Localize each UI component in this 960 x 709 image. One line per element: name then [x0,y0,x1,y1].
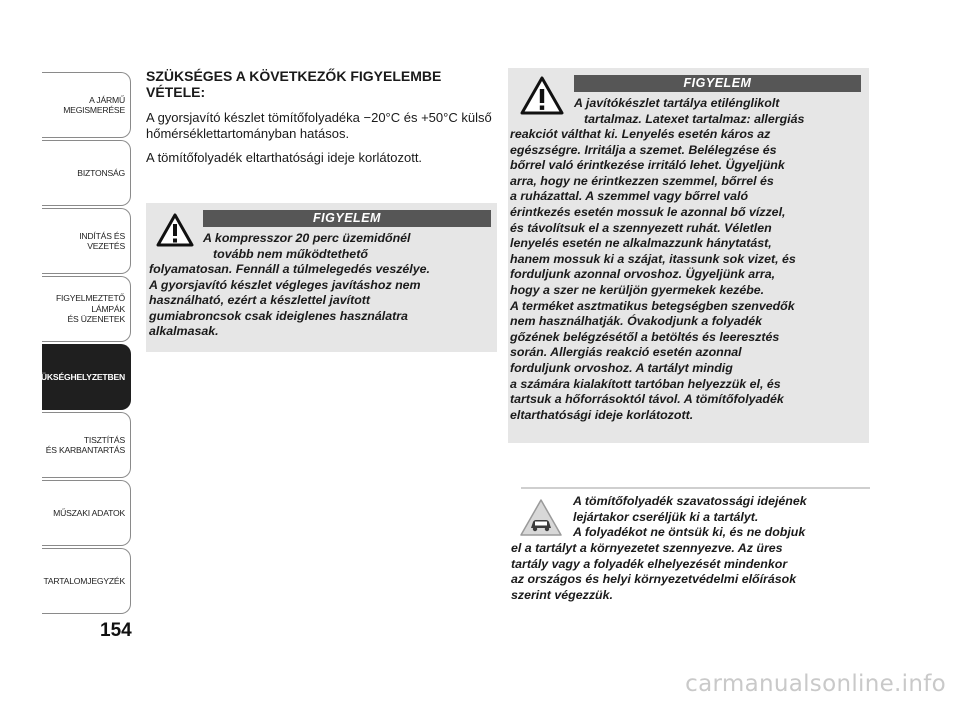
note-text-intro: A tömítőfolyadék szavatossági idejének lejártakor cseréljük ki a tartályt. A folyadékot ne öntsük ki, és ne dobjuk [573,494,807,540]
warning-triangle-icon [156,213,194,247]
page-number: 154 [100,620,132,641]
car-environment-icon [519,498,563,538]
warning-triangle-icon [520,76,564,116]
paragraph-shelf-life: A tömítőfolyadék eltarthatósági ideje korlátozott. [146,150,423,165]
tab-safety[interactable]: BIZTONSÁG [42,140,131,206]
note-divider [521,487,870,489]
watermark-url: carmanualsonline.info [685,671,946,697]
warning-text-intro: A javítókészlet tartálya etilénglikolt tartalmaz. Latexet tartalmaz: allergiás [574,96,805,126]
tab-index[interactable]: TARTALOMJEGYZÉK [42,548,131,614]
section-heading: SZÜKSÉGES A KÖVETKEZŐK FIGYELEMBE VÉTELE: [146,68,442,100]
warning-title: FIGYELEM [203,210,491,227]
warning-title: FIGYELEM [574,75,861,92]
tab-vehicle-overview[interactable]: A JÁRMŰ MEGISMERÉSE [42,72,131,138]
tab-maintenance[interactable]: TISZTÍTÁS ÉS KARBANTARTÁS [42,412,131,478]
tab-emergency[interactable]: SZÜKSÉGHELYZETBEN [42,344,131,410]
note-text-body: el a tartályt a környezetet szennyezve. Az üres tartály vagy a folyadék elhelyezését mindenkor az országos és helyi környezetvédelmi előírások szerint végezzük. [511,541,797,602]
warning-text-body: folyamatosan. Fennáll a túlmelegedés veszélye. A gyorsjavító készlet végleges javításhoz nem használható, ezért a készlettel javított gumiabroncsok csak ideiglenes használatra alkalmasak. [149,262,430,339]
tab-warning-lights[interactable]: FIGYELMEZTETŐ LÁMPÁK ÉS ÜZENETEK [42,276,131,342]
tab-starting-driving[interactable]: INDÍTÁS ÉS VEZETÉS [42,208,131,274]
paragraph-temperature: A gyorsjavító készlet tömítőfolyadéka −20°C és +50°C külső hőmérséklettartományban hatásos. [146,110,492,141]
warning-box-compressor [146,203,497,352]
warning-text-body: reakciót válthat ki. Lenyelés esetén káros az egészségre. Irritálja a szemet. Belélegzése és bőrrel való érintkezése irritáló lehet. Ügyeljünk arra, hogy ne érintkezzen szemmel, bőrrel és a ruházattal. A szemmel vagy bőrrel való érintkezés esetén mossuk le azonnal bő vízzel, és távolítsuk el a szennyezett ruhát. Véletlen lenyelés esetén ne alkalmazzunk hánytatást, hanem mossuk ki a szájat, itassunk sok vizet, és forduljunk azonnal orvoshoz. Ügyeljünk arra, hogy a szer ne kerüljön gyermekek kezébe. A terméket asztmatikus betegségben szenvedők nem használhatják. Óvakodjunk a folyadék gőzének belégzésétől a betöltés és leeresztés során. Allergiás reakció esetén azonnal forduljunk orvoshoz. A tartályt mindig a számára kialakított tartóban helyezzük el, és tartsuk a hőforrásoktól távol. A tömítőfolyadék eltarthatósági ideje korlátozott. [510,127,796,422]
warning-box-sealant [508,68,869,443]
warning-text-intro: A kompresszor 20 perc üzemidőnél tovább nem működtethető [203,231,411,261]
tab-technical-data[interactable]: MŰSZAKI ADATOK [42,480,131,546]
